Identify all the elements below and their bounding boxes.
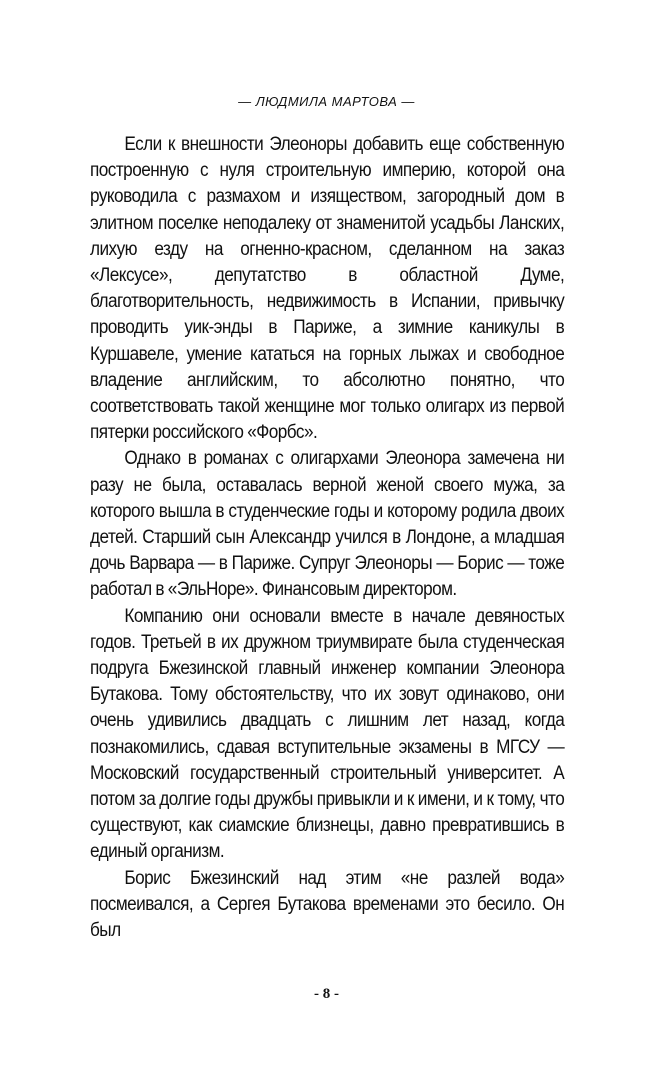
paragraph: Компанию они основали вместе в начале девяностых годов. Третьей в их дружном триумвирате была студенческая подруга Бжезинской главный инженер компании Элеонора Бутакова. Тому обстоятельству, что их зовут одинаково, они очень удивились двадцать с лишним лет назад, когда познакомились, сдавая вступительные экзамены в МГСУ — Московский государственный строительный университет. А потом за долгие годы дружбы привыкли и к имени, и к тому, что существуют, как сиамские близнецы, давно превратившись в единый организм.	[90, 605, 565, 863]
running-head: — ЛЮДМИЛА МАРТОВА —	[238, 94, 415, 109]
body-text	[90, 132, 564, 944]
paragraph: Если к внешности Элеоноры добавить еще собственную построенную с нуля строительную империю, которой она руководила с размахом и изяществом, загородный дом в элитном поселке неподалеку от знаменитой усадьбы Ланских, лихую езду на огненно-красном, сделанном на заказ «Лексусе», депутатство в областной Думе, благотворительность, недвижимость в Испании, привычку проводить уик-энды в Париже, а зимние каникулы в Куршавеле, умение кататься на горных лыжах и свободное владение английским, то абсолютно понятно, что соответствовать такой женщине мог только олигарх из первой пятерки российского «Форбс».	[90, 134, 565, 444]
paragraph: Однако в романах с олигархами Элеонора замечена ни разу не была, оставалась верной женой своего мужа, за которого вышла в студенческие годы и которому родила двоих детей. Старший сын Александр учился в Лондоне, а младшая дочь Варвара — в Париже. Супруг Элеоноры — Борис — тоже работал в «ЭльНоре». Финансовым директором.	[90, 448, 565, 601]
page-number: - 8 -	[314, 986, 339, 1002]
paragraph: Борис Бжезинский над этим «не разлей вода» посмеивался, а Сергея Бутакова временами это бесило. Он был	[90, 867, 565, 942]
